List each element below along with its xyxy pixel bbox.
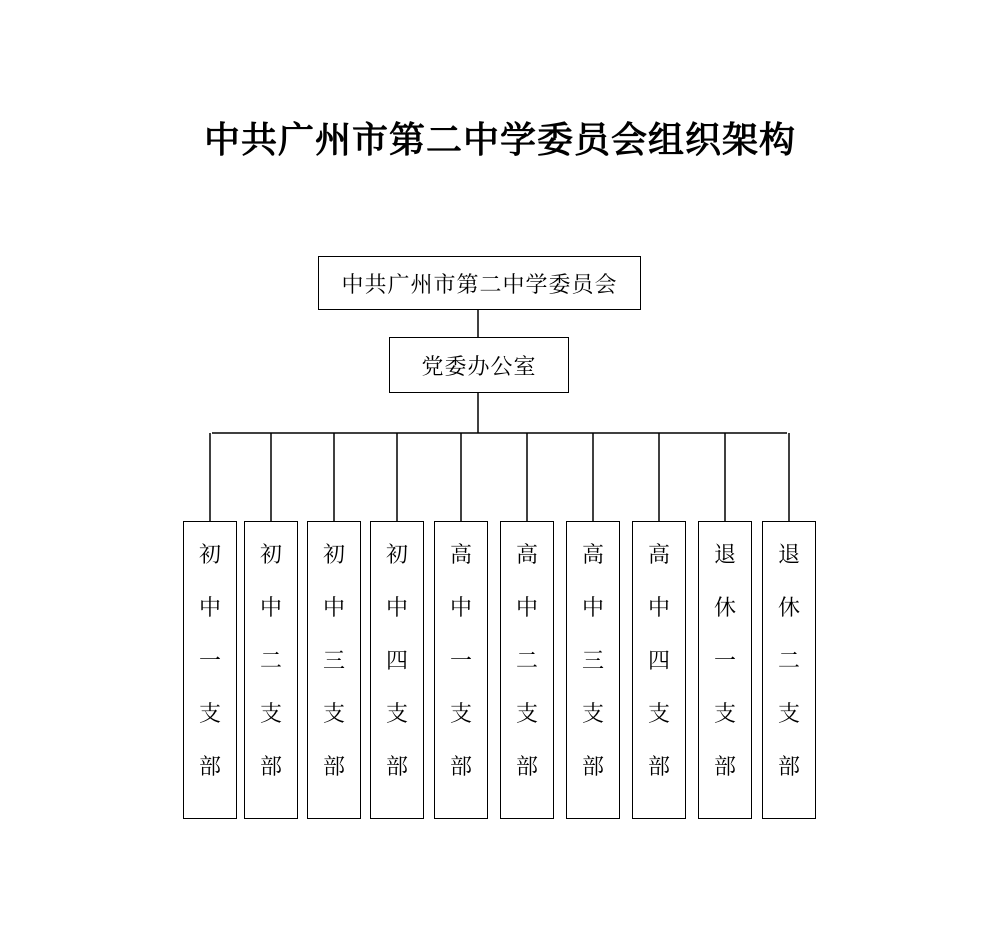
branch-label-char: 中 [647, 596, 670, 621]
branch-label-char: 休 [777, 596, 800, 621]
branch-label-char: 部 [322, 755, 345, 780]
branch-node-7 [566, 521, 620, 819]
branch-label-char: 高 [515, 543, 538, 568]
branch-label-char: 部 [449, 755, 472, 780]
branch-drop-lines [210, 433, 789, 521]
branch-label-char: 支 [515, 702, 538, 727]
branch-node-6 [500, 521, 554, 819]
branch-label-char: 支 [581, 702, 604, 727]
branch-label-char: 一 [449, 649, 472, 674]
branch-label-char: 中 [581, 596, 604, 621]
branch-label-char: 支 [385, 702, 408, 727]
page-title: 中共广州市第二中学委员会组织架构 [203, 119, 796, 161]
branch-label-char: 支 [449, 702, 472, 727]
branch-label-char: 二 [515, 649, 538, 674]
branch-label [516, 539, 538, 804]
branch-label-char: 部 [515, 755, 538, 780]
branch-node-9 [698, 521, 752, 819]
branch-label-char: 部 [713, 755, 736, 780]
branch-label-char: 退 [713, 543, 736, 568]
branch-node-8 [632, 521, 686, 819]
branch-label-char: 中 [449, 596, 472, 621]
office-node-label: 党委办公室 [421, 354, 537, 380]
branch-label-char: 部 [647, 755, 670, 780]
branch-label-char: 支 [198, 702, 221, 727]
root-node [318, 256, 641, 310]
branch-label [323, 539, 345, 804]
branch-label [260, 539, 282, 804]
branch-label-char: 高 [647, 543, 670, 568]
branch-label-char: 四 [385, 649, 408, 674]
branch-node-2 [244, 521, 298, 819]
branch-label-char: 初 [259, 543, 282, 568]
branch-label-char: 初 [198, 543, 221, 568]
branch-label-char: 三 [322, 649, 345, 674]
branch-label-char: 部 [777, 755, 800, 780]
branch-node-3 [307, 521, 361, 819]
branch-label-char: 支 [322, 702, 345, 727]
branch-label-char: 中 [385, 596, 408, 621]
branch-label [199, 539, 221, 804]
branch-label-char: 三 [581, 649, 604, 674]
branch-label-char: 二 [259, 649, 282, 674]
branch-label-char: 支 [259, 702, 282, 727]
branch-node-4 [370, 521, 424, 819]
branch-label-char: 一 [713, 649, 736, 674]
branch-label-char: 退 [777, 543, 800, 568]
branch-label [582, 539, 604, 804]
branch-label-char: 支 [713, 702, 736, 727]
branch-label-char: 高 [581, 543, 604, 568]
branch-label-char: 部 [259, 755, 282, 780]
branch-label-char: 部 [385, 755, 408, 780]
branch-label [450, 539, 472, 804]
branch-label [778, 539, 800, 804]
branch-label-char: 初 [322, 543, 345, 568]
branch-node-1 [183, 521, 237, 819]
branch-label-char: 初 [385, 543, 408, 568]
branch-label-char: 四 [647, 649, 670, 674]
branch-label-char: 中 [259, 596, 282, 621]
branch-label-char: 部 [198, 755, 221, 780]
root-node-label: 中共广州市第二中学委员会 [341, 272, 618, 298]
branch-label-char: 休 [713, 596, 736, 621]
branch-label [714, 539, 736, 804]
branch-label-char: 支 [777, 702, 800, 727]
branch-label-char: 高 [449, 543, 472, 568]
branch-label-char: 中 [198, 596, 221, 621]
branch-label [648, 539, 670, 804]
branch-label-char: 支 [647, 702, 670, 727]
branch-label-char: 一 [198, 649, 221, 674]
branch-label-char: 中 [322, 596, 345, 621]
branch-label-char: 中 [515, 596, 538, 621]
branch-label-char: 部 [581, 755, 604, 780]
branch-node-5 [434, 521, 488, 819]
office-node [389, 337, 569, 393]
branch-label-char: 二 [777, 649, 800, 674]
branch-label [386, 539, 408, 804]
branch-node-10 [762, 521, 816, 819]
